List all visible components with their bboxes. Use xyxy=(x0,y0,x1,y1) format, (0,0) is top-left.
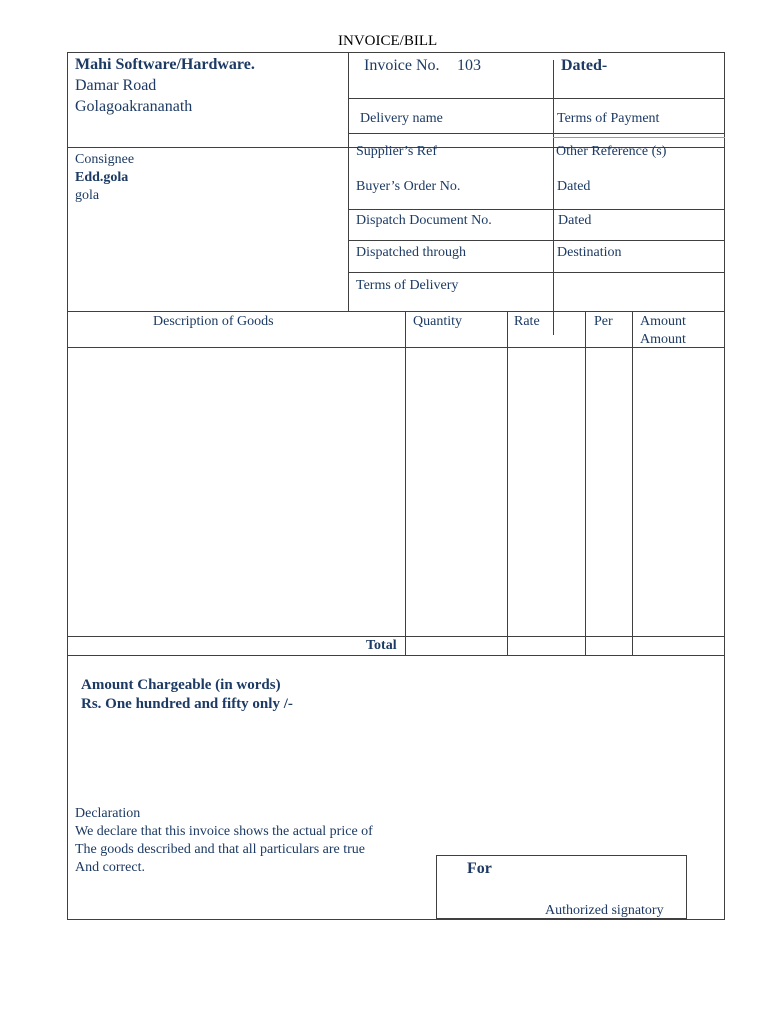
table-total-bottom-line xyxy=(67,655,725,656)
consignee-address: gola xyxy=(75,188,100,203)
declaration-line3: And correct. xyxy=(75,860,145,875)
signature-for-label: For xyxy=(467,860,492,877)
header-line-5 xyxy=(348,272,725,273)
delivery-name-label: Delivery name xyxy=(360,111,443,126)
header-description: Description of Goods xyxy=(153,314,274,329)
dispatch-dated-label: Dated xyxy=(558,213,592,228)
col-divider-rate-short xyxy=(553,311,554,335)
table-body-bottom-line xyxy=(67,636,725,637)
header-line-1 xyxy=(348,98,725,99)
page-title: INVOICE/BILL xyxy=(338,33,438,49)
header-amount-second: Amount xyxy=(640,332,686,347)
buyers-order-no-label: Buyer’s Order No. xyxy=(356,179,461,194)
declaration-label: Declaration xyxy=(75,806,141,821)
invoice-number: 103 xyxy=(457,57,481,74)
col-divider-amount xyxy=(632,311,633,655)
header-line-2b xyxy=(553,137,725,138)
terms-of-delivery-label: Terms of Delivery xyxy=(356,278,459,293)
declaration-line1: We declare that this invoice shows the actual price of xyxy=(75,824,373,839)
total-label: Total xyxy=(366,638,397,653)
table-header-bottom-line xyxy=(67,347,725,348)
declaration-line2: The goods described and that all particulars are true xyxy=(75,842,365,857)
header-line-2 xyxy=(348,133,725,134)
amount-words-value: Rs. One hundred and fifty only /- xyxy=(81,696,293,712)
consignee-name: Edd.gola xyxy=(75,170,129,185)
other-reference-label: Other Reference (s) xyxy=(556,144,667,159)
seller-address-line1: Damar Road xyxy=(75,77,157,94)
header-line-3 xyxy=(348,209,725,210)
terms-of-payment-label: Terms of Payment xyxy=(557,111,660,126)
suppliers-ref-label: Supplier’s Ref xyxy=(356,144,438,159)
col-divider-rate xyxy=(507,311,508,655)
buyers-order-dated-label: Dated xyxy=(557,179,591,194)
col-divider-per xyxy=(585,311,586,655)
invoice-number-label: Invoice No. xyxy=(364,57,440,74)
header-line-4 xyxy=(348,240,725,241)
authorized-signatory-label: Authorized signatory xyxy=(545,903,664,918)
invoice-dated-label: Dated- xyxy=(561,57,608,74)
consignee-label: Consignee xyxy=(75,152,135,167)
col-divider-quantity xyxy=(405,311,406,655)
table-top-line xyxy=(67,311,725,312)
header-rate: Rate xyxy=(514,314,540,329)
header-amount: Amount xyxy=(640,314,686,329)
seller-name: Mahi Software/Hardware. xyxy=(75,56,255,73)
header-per: Per xyxy=(594,314,613,329)
header-quantity: Quantity xyxy=(413,314,462,329)
dispatched-through-label: Dispatched through xyxy=(356,245,467,260)
dispatch-document-no-label: Dispatch Document No. xyxy=(356,213,492,228)
header-divider-left xyxy=(348,52,349,312)
amount-words-label: Amount Chargeable (in words) xyxy=(81,677,281,693)
seller-address-line2: Golagoakrananath xyxy=(75,98,193,115)
destination-label: Destination xyxy=(557,245,622,260)
